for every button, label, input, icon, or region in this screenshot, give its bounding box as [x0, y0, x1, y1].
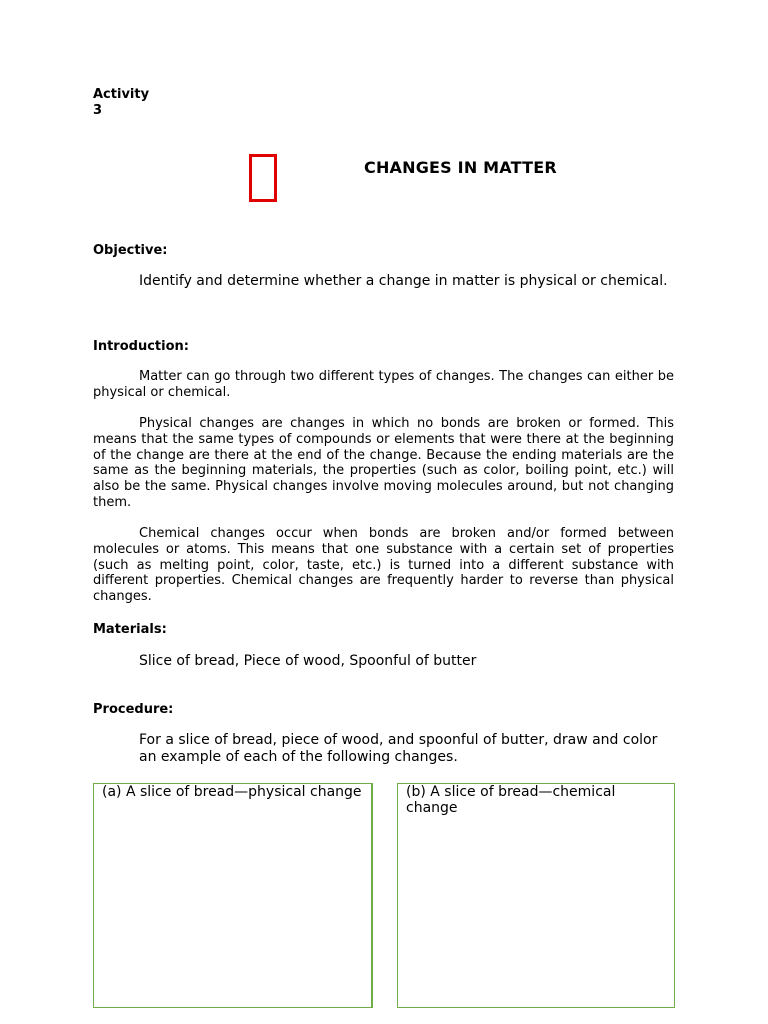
objective-heading: Objective:	[93, 243, 168, 258]
box-label: (a) A slice of bread—physical change	[102, 784, 362, 800]
box-label: (b) A slice of bread—chemical change	[406, 784, 616, 816]
page-title: CHANGES IN MATTER	[364, 158, 557, 177]
intro-paragraph: Matter can go through two different types of changes. The changes can either be physical or chemical.	[93, 369, 674, 400]
drawing-box-physical-change	[93, 783, 373, 1008]
drawing-box-chemical-change	[397, 783, 675, 1008]
missing-image-icon	[249, 154, 277, 202]
activity-word: Activity	[93, 87, 150, 102]
procedure-text: For a slice of bread, piece of wood, and spoonful of butter, draw and color an example of each of the following changes.	[139, 732, 658, 765]
procedure-heading: Procedure:	[93, 702, 174, 717]
activity-label	[93, 87, 173, 119]
objective-text: Identify and determine whether a change in matter is physical or chemical.	[139, 273, 668, 289]
activity-number: 3	[93, 103, 103, 118]
materials-heading: Materials:	[93, 622, 167, 637]
intro-paragraph: Chemical changes occur when bonds are broken and/or formed between molecules or atoms. This means that one substance with a certain set of properties (such as melting point, color, taste, etc.) is turned into a different substance with different properties. Chemical changes are frequently harder to reverse than physical changes.	[93, 526, 674, 605]
materials-text: Slice of bread, Piece of wood, Spoonful of butter	[139, 653, 477, 669]
intro-paragraph: Physical changes are changes in which no bonds are broken or formed. This means that the same types of compounds or elements that were there at the beginning of the change are there at the end of the change. Because the ending materials are the same as the beginning materials, the properties (such as color, boiling point, etc.) will also be the same. Physical changes involve moving molecules around, but not changing them.	[93, 416, 674, 510]
introduction-heading: Introduction:	[93, 339, 189, 354]
